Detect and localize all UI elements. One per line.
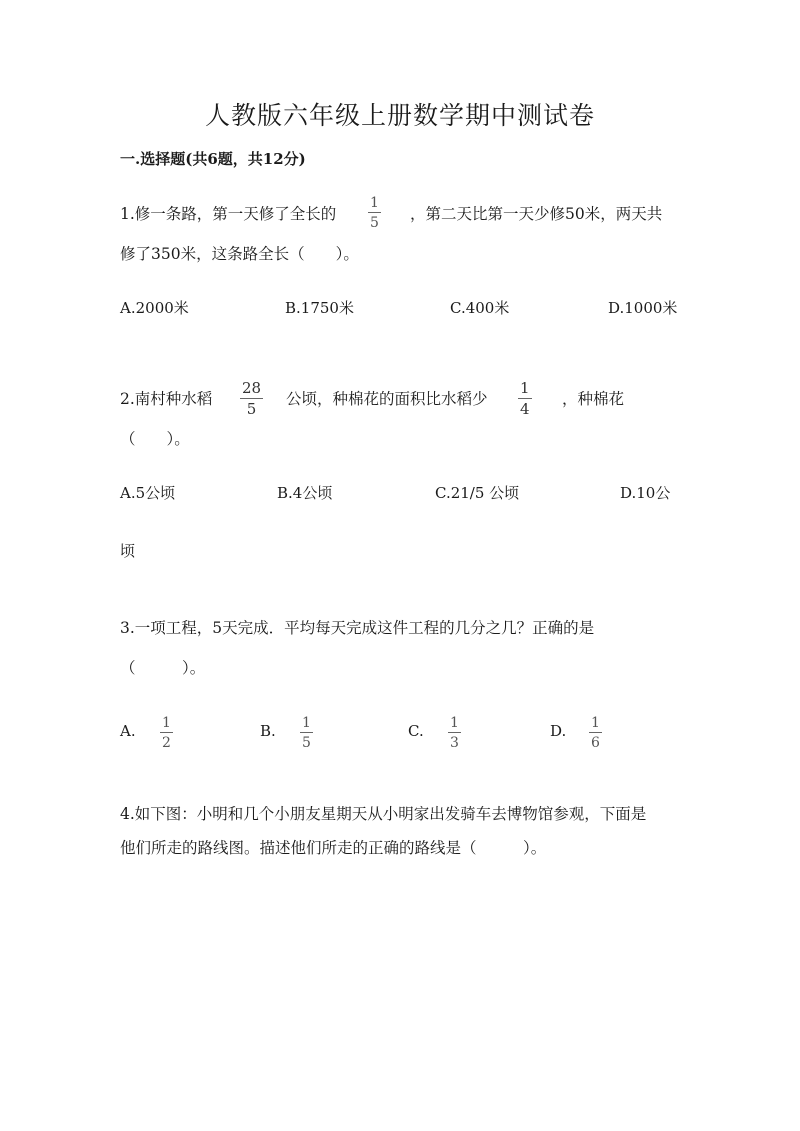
- q3-option-d-label: D.: [550, 722, 567, 740]
- q3-option-c-denominator: 3: [450, 735, 459, 751]
- q2-option-d-wrap: 顷: [120, 542, 136, 560]
- q4-text-b: 他们所走的路线图。描述他们所走的正确的路线是（ ）。: [120, 839, 547, 857]
- q3-option-b-label: B.: [260, 722, 276, 740]
- q3-option-a-fraction: [160, 716, 173, 750]
- q4-text-a: 4.如下图：小明和几个小朋友星期天从小明家出发骑车去博物馆参观，下面是: [120, 805, 647, 823]
- q3-text-a: 3.一项工程，5天完成．平均每天完成这件工程的几分之几？正确的是: [120, 619, 595, 637]
- q3-option-a-denominator: 2: [162, 735, 171, 751]
- q3-option-a-label: A.: [120, 722, 136, 740]
- q3-option-d-numerator: 1: [591, 715, 600, 731]
- page-title: 人教版六年级上册数学期中测试卷: [204, 101, 595, 130]
- q2-option-a: A.5公顷: [120, 484, 176, 502]
- q1-option-d: D.1000米: [608, 299, 678, 317]
- q1-text-b: ，第二天比第一天少修50米，两天共: [410, 205, 663, 223]
- q2-fraction-rice: [240, 381, 263, 417]
- q1-option-a: A.2000米: [120, 299, 189, 317]
- q3-text-b: （ ）。: [120, 659, 206, 677]
- q3-option-b-fraction: [300, 716, 313, 750]
- q2-text-c: ，种棉花: [562, 390, 625, 408]
- q3-option-d-denominator: 6: [591, 735, 600, 751]
- q3-option-c-fraction: [448, 716, 461, 750]
- q3-option-b-denominator: 5: [302, 735, 311, 751]
- q3-option-c-numerator: 1: [450, 715, 459, 731]
- q2-fraction-less: [518, 381, 532, 417]
- q3-option-c-label: C.: [408, 722, 424, 740]
- q2-fraction-less-denominator: 4: [520, 400, 530, 418]
- q1-fraction-denominator: 5: [370, 215, 379, 231]
- q1-fraction: [368, 196, 381, 230]
- q3-option-b-numerator: 1: [302, 715, 311, 731]
- q2-option-c: C.21/5 公顷: [435, 484, 520, 502]
- q2-text-b: 公顷，种棉花的面积比水稻少: [286, 390, 488, 408]
- q2-text-a: 2.南村种水稻: [120, 390, 213, 408]
- q2-option-d: D.10公: [620, 484, 671, 502]
- q1-option-b: B.1750米: [285, 299, 354, 317]
- q2-option-b: B.4公顷: [277, 484, 333, 502]
- q2-fraction-rice-denominator: 5: [246, 400, 257, 418]
- q3-option-a-numerator: 1: [162, 715, 171, 731]
- q1-text-a: 1.修一条路，第一天修了全长的: [120, 205, 337, 223]
- q1-fraction-numerator: 1: [370, 195, 379, 211]
- q2-fraction-less-numerator: 1: [520, 379, 530, 397]
- section-heading: 一.选择题(共6题，共12分): [120, 150, 306, 168]
- q3-option-d-fraction: [589, 716, 602, 750]
- q2-fraction-rice-numerator: 28: [242, 379, 262, 397]
- q1-text-c: 修了350米，这条路全长（ ）。: [120, 245, 359, 263]
- q1-option-c: C.400米: [450, 299, 510, 317]
- q2-text-d: （ ）。: [120, 430, 190, 448]
